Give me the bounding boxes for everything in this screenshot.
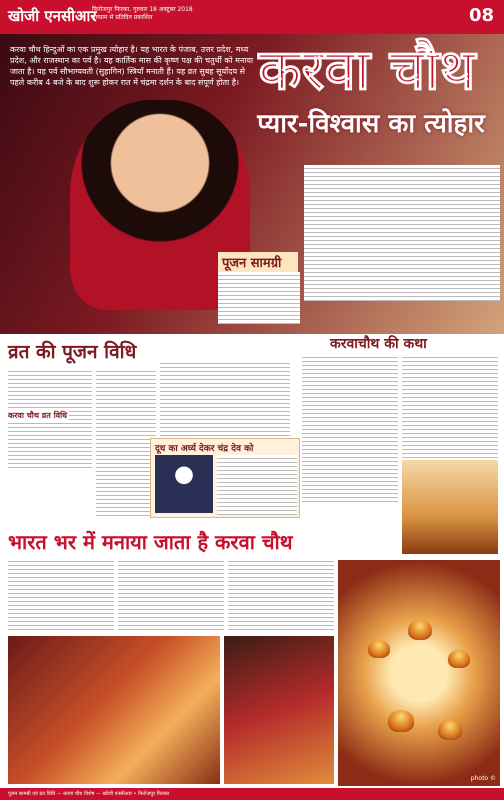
page-footer: पूजन सामग्री एवं व्रत विधि — करवा चौथ विशेष — खोजी एनसीआर • फिरोजपुर फिरका [0,788,504,800]
karwa-pot-photo [402,460,498,554]
women-ritual-photo-1 [8,636,220,784]
section-title-karwa-katha: करवाचौथ की कथा [330,336,427,352]
issue-edition: गुरुग्राम से प्रतिदिन प्रकाशित [92,14,153,21]
diya-icon [438,720,462,740]
diya-icon [368,640,390,658]
moon-offering-box [150,438,300,518]
bharat-text-col3 [228,558,334,630]
issue-date: फिरोजपुर फिरका, गुरुवार 18 अक्टूबर 2018 [92,6,193,13]
photo-watermark: photo © [470,775,496,782]
main-headline: करवा चौथ [258,37,476,103]
pujan-samagri-label: पूजन सामग्री [218,252,298,272]
moon-offering-title: दूध का अर्घ्य देकर चंद्र देव को [155,444,254,454]
diya-icon [388,710,414,732]
women-ritual-photo-2 [224,636,334,784]
moon-offering-text [217,455,297,515]
section-title-bharat: भारत भर में मनाया जाता है करवा चौथ [8,530,293,554]
vrat-vidhi-subhead: करवा चौथ व्रत विधि [8,411,68,420]
article-text-right-top [304,165,500,301]
section-title-vrat-vidhi: व्रत की पूजन विधि [8,341,137,363]
vrat-vidhi-text-col2 [96,368,156,518]
pujan-samagri-text [218,272,300,324]
diya-decoration-photo [338,560,500,786]
bharat-text-col2 [118,558,224,630]
bharat-text-col1 [8,558,114,630]
issue-info [92,6,193,22]
diya-icon [408,620,432,640]
main-subheadline: प्यार-विश्वास का त्योहार [257,109,485,139]
moon-ritual-photo [155,455,213,513]
masthead-bar [0,0,504,34]
vrat-vidhi-text-col3 [160,360,290,436]
newspaper-brand: खोजी एनसीआर [8,7,97,25]
hero-intro-text: करवा चौथ हिन्दुओं का एक प्रमुख त्योहार है। यह भारत के पंजाब, उत्तर प्रदेश, मध्य प्रदेश, और राजस्थान का पर्व है। यह कार्तिक मास की कृष्ण पक्ष की चतुर्थी को मनाया जाता है। यह पर्व सौभाग्यवती (सुहागिन) स्त्रियाँ मनाती हैं। यह व्रत सुबह सूर्योदय से पहले करीब 4 बजे के बाद शुरू होकर रात में चंद्रमा दर्शन के बाद संपूर्ण होता है। [10,45,254,87]
diya-icon [448,650,470,668]
karwa-katha-text-col1 [302,354,398,504]
page-number: 08 [468,5,494,26]
